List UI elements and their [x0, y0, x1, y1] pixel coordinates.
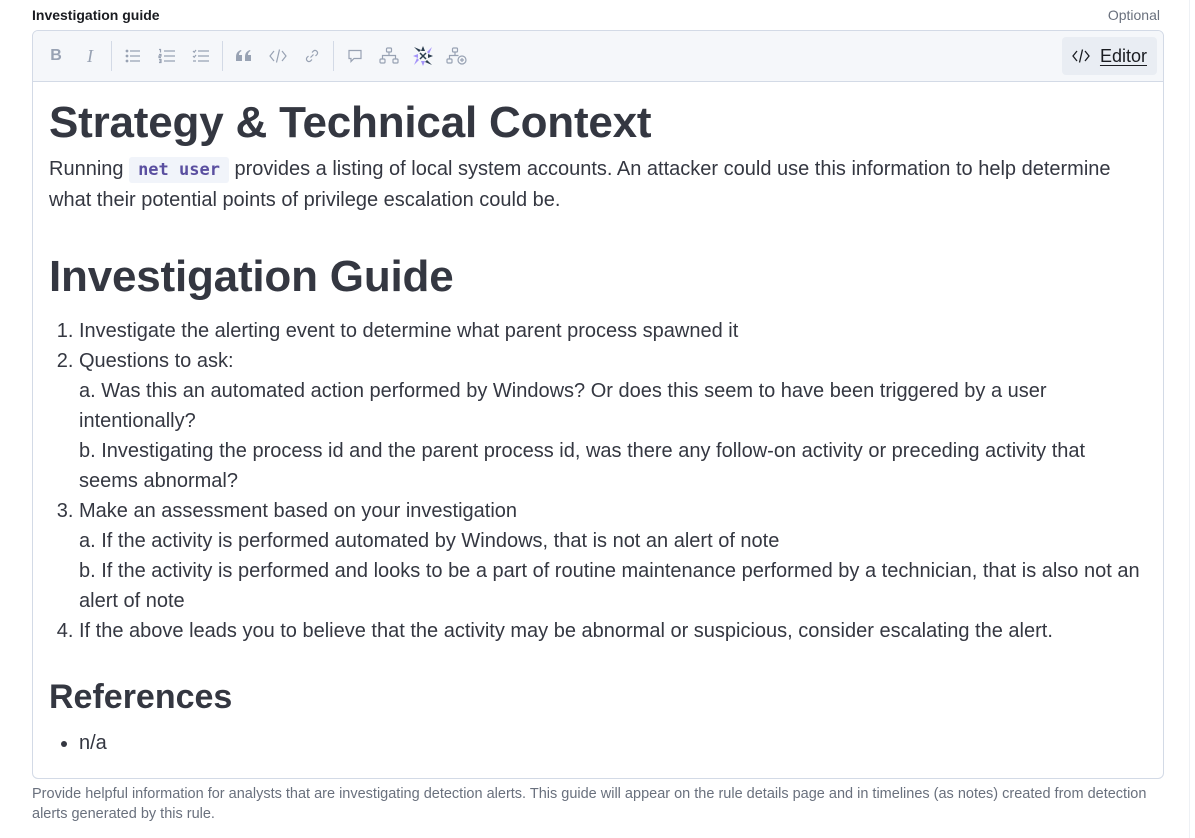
investigation-guide-field: [32, 0, 1164, 30]
field-label-row: [32, 0, 1164, 30]
investigation-steps-list: [49, 316, 1147, 646]
heading-investigation-guide: Investigation Guide: [49, 252, 454, 301]
list-item: [79, 496, 1147, 616]
field-label: Investigation guide: [32, 7, 160, 23]
task-list-icon: [192, 48, 210, 64]
heading-strategy: Strategy & Technical Context: [49, 98, 652, 147]
toolbar-divider: [222, 41, 223, 71]
sub-step: b. If the activity is performed and looks to be a part of routine maintenance performed by a technician, that is also not an alert of note: [79, 560, 1140, 612]
step-text: Questions to ask:: [79, 350, 234, 372]
comment-icon: [347, 48, 363, 64]
heading-references: References: [49, 678, 233, 716]
step-text: Investigate the alerting event to determine what parent process spawned it: [79, 320, 739, 342]
numbered-list-icon: [158, 48, 176, 64]
task-list-button[interactable]: [184, 39, 218, 73]
paragraph-text-before: Running: [49, 158, 130, 180]
italic-button[interactable]: [73, 39, 107, 73]
comment-button[interactable]: [338, 39, 372, 73]
osquery-button[interactable]: [406, 39, 440, 73]
italic-icon: I: [87, 45, 93, 66]
osquery-icon: [412, 45, 434, 67]
toolbar-divider: [333, 41, 334, 71]
quote-icon: [235, 49, 253, 63]
numbered-list-button[interactable]: [150, 39, 184, 73]
inline-code: net user: [129, 157, 229, 183]
quote-button[interactable]: [227, 39, 261, 73]
paragraph-strategy: [49, 154, 1147, 215]
insight-icon: [446, 47, 468, 65]
bullet-list-button[interactable]: [116, 39, 150, 73]
list-item: [79, 346, 1147, 496]
process-tree-button[interactable]: [372, 39, 406, 73]
page-scrollbar[interactable]: [1189, 0, 1195, 838]
list-item: [79, 316, 1147, 346]
step-text: If the above leads you to believe that the activity may be abnormal or suspicious, consider escalating the alert.: [79, 620, 1053, 642]
markdown-preview: [33, 82, 1163, 758]
list-item: [79, 616, 1147, 646]
editor-toggle-button[interactable]: [1062, 37, 1157, 75]
toolbar-divider: [111, 41, 112, 71]
insight-button[interactable]: [440, 39, 474, 73]
markdown-toolbar: [33, 31, 1163, 82]
step-text: Make an assessment based on your investigation: [79, 500, 518, 522]
paragraph-text-after: provides a listing of local system accounts. An attacker could use this information to help determine what their potential points of privilege escalation could be.: [49, 158, 1111, 211]
help-text: Provide helpful information for analysts that are investigating detection alerts. This guide will appear on the rule details page and in timelines (as notes) created from detection alerts generated by this rule.: [32, 786, 1147, 822]
bullet-list-icon: [125, 48, 141, 64]
sub-step: b. Investigating the process id and the parent process id, was there any follow-on activity or preceding activity that seems abnormal?: [79, 440, 1086, 492]
code-icon: [1072, 48, 1090, 64]
code-icon: [269, 48, 287, 64]
references-list: [49, 728, 1147, 758]
bold-button[interactable]: [39, 39, 73, 73]
bold-icon: B: [50, 47, 62, 64]
link-button[interactable]: [295, 39, 329, 73]
optional-label: Optional: [1107, 7, 1160, 23]
sub-step: a. If the activity is performed automated by Windows, that is not an alert of note: [79, 530, 780, 552]
sub-step: a. Was this an automated action performed by Windows? Or does this seem to have been triggered by a user intentionally?: [79, 380, 1047, 432]
code-button[interactable]: [261, 39, 295, 73]
editor-toggle-label: Editor: [1099, 45, 1147, 66]
process-tree-icon: [379, 47, 399, 65]
list-item: • n/a: [79, 728, 1147, 758]
link-icon: [304, 48, 320, 64]
markdown-editor: [32, 30, 1164, 779]
